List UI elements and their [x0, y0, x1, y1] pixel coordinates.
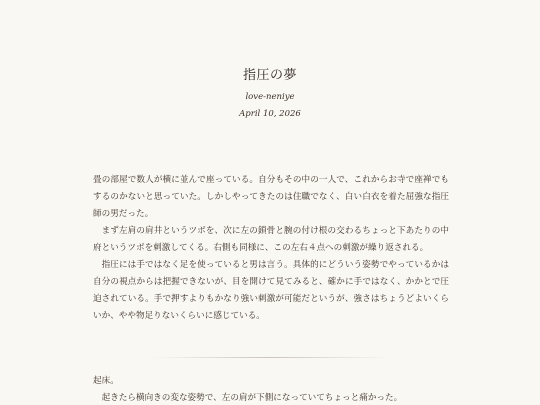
section-divider: [150, 357, 390, 358]
page-title: 指圧の夢: [242, 68, 297, 83]
paragraph-2: まず左肩の肩井というツボを、次に左の鎖骨と腕の付け根の交わるちょっと下あたりの中府というツボを刺激してくる。右側も同様に、この左右４点への刺激が繰り返される。: [93, 226, 449, 253]
article-body-section-2: [93, 373, 449, 405]
paragraph-1: 畳の部屋で数人が横に並んで座っている。自分もその中の一人で、これからお寺で座禅でもするのかないと思っていた。しかしやってきたのは住職でなく、白い白衣を着た屈強な指圧師の男だった。: [93, 175, 449, 219]
section-2-heading: 起床。: [93, 376, 119, 386]
section-2-paragraph-1: 起きたら横向きの変な姿勢で、左の肩が下側になっていてちょっと痛かった。: [101, 393, 403, 403]
post-date: April 10, 2026: [239, 109, 301, 119]
paragraph-3: 指圧には手ではなく足を使っていると男は言う。具体的にどういう姿勢でやっているかは自分の視点からは把握できないが、目を開けて見てみると、確かに手ではなく、かかとで圧迫されている。手で押すよりもかなり強い刺激が可能だというが、強さはちょうどよいくらいか、やや物足りないくらいに感じている。: [93, 260, 449, 321]
article-body: [93, 172, 449, 325]
author-link[interactable]: love-neniye: [245, 92, 295, 102]
